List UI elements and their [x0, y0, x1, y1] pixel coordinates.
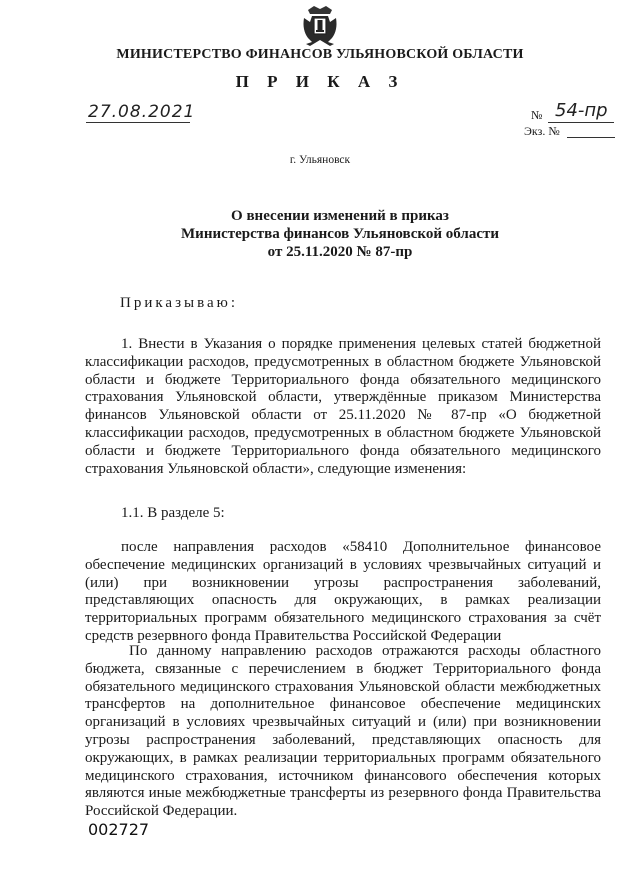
subject-line-3: от 25.11.2020 № 87-пр: [267, 244, 413, 260]
paragraph-3: По данному направлению расходов отражаются расходы областного бюджета, связанные с перечислением в бюджет Территориального фонда обязательного медицинского страхования Ульяновской области межбюджетных трансфертов на дополнительное финансовое обеспечение медицинских организаций в условиях чрезвычайных ситуаций и (или) при возникновении угрозы распространения заболеваний, представляющих опасность для окружающих, в рамках реализации территориальных программ обязательного медицинского страхования, источником финансового обеспечения которых являются иные межбюджетные трансферты из резервного фонда Правительства Российской Федерации.: [85, 643, 601, 820]
date-underline: [86, 122, 190, 123]
paragraph-2: после направления расходов «58410 Дополнительное финансовое обеспечение медицинских организаций в условиях чрезвычайных ситуаций и (или) при возникновении угрозы распространения заболеваний, представляющих опасность для окружающих, в рамках реализации территориальных программ обязательного медицинского страхования за счёт средств резервного фонда Правительства Российской Федерации: [85, 539, 601, 644]
subject-line-1: О внесении изменений в приказ: [231, 208, 449, 224]
document-type: П Р И К А З: [235, 72, 405, 91]
paragraph-1: 1. Внести в Указания о порядке применения целевых статей бюджетной классификации расходов, предусмотренных в областном бюджете Ульяновской области и бюджете Территориального фонда обязательного медицинского страхования Ульяновской области, утверждённые приказом Министерства финансов Ульяновской области от 25.11.2020 № 87-пр «О бюджетной классификации расходов, предусмотренных в областном бюджете Ульяновской области и бюджете Территориального фонда обязательного медицинского страхования Ульяновской области», следующие изменения:: [85, 336, 601, 477]
coat-of-arms-icon: [300, 4, 340, 48]
ministry-name: МИНИСТЕРСТВО ФИНАНСОВ УЛЬЯНОВСКОЙ ОБЛАСТИ: [116, 47, 524, 62]
copy-number-underline: [567, 137, 615, 138]
order-subject: [120, 207, 560, 261]
handwritten-number: 54-пр: [555, 100, 608, 121]
copy-number-label: Экз. №: [524, 124, 560, 138]
subject-line-2: Министерства финансов Ульяновской области: [181, 226, 499, 242]
handwritten-date: 27.08.2021: [88, 102, 196, 122]
city: г. Ульяновск: [289, 154, 351, 166]
orders-heading: Приказываю:: [120, 295, 238, 311]
number-underline: [548, 122, 614, 123]
number-label: №: [531, 108, 543, 122]
serial-number: 002727: [88, 820, 150, 839]
paragraph-1-1: 1.1. В разделе 5:: [121, 505, 225, 521]
